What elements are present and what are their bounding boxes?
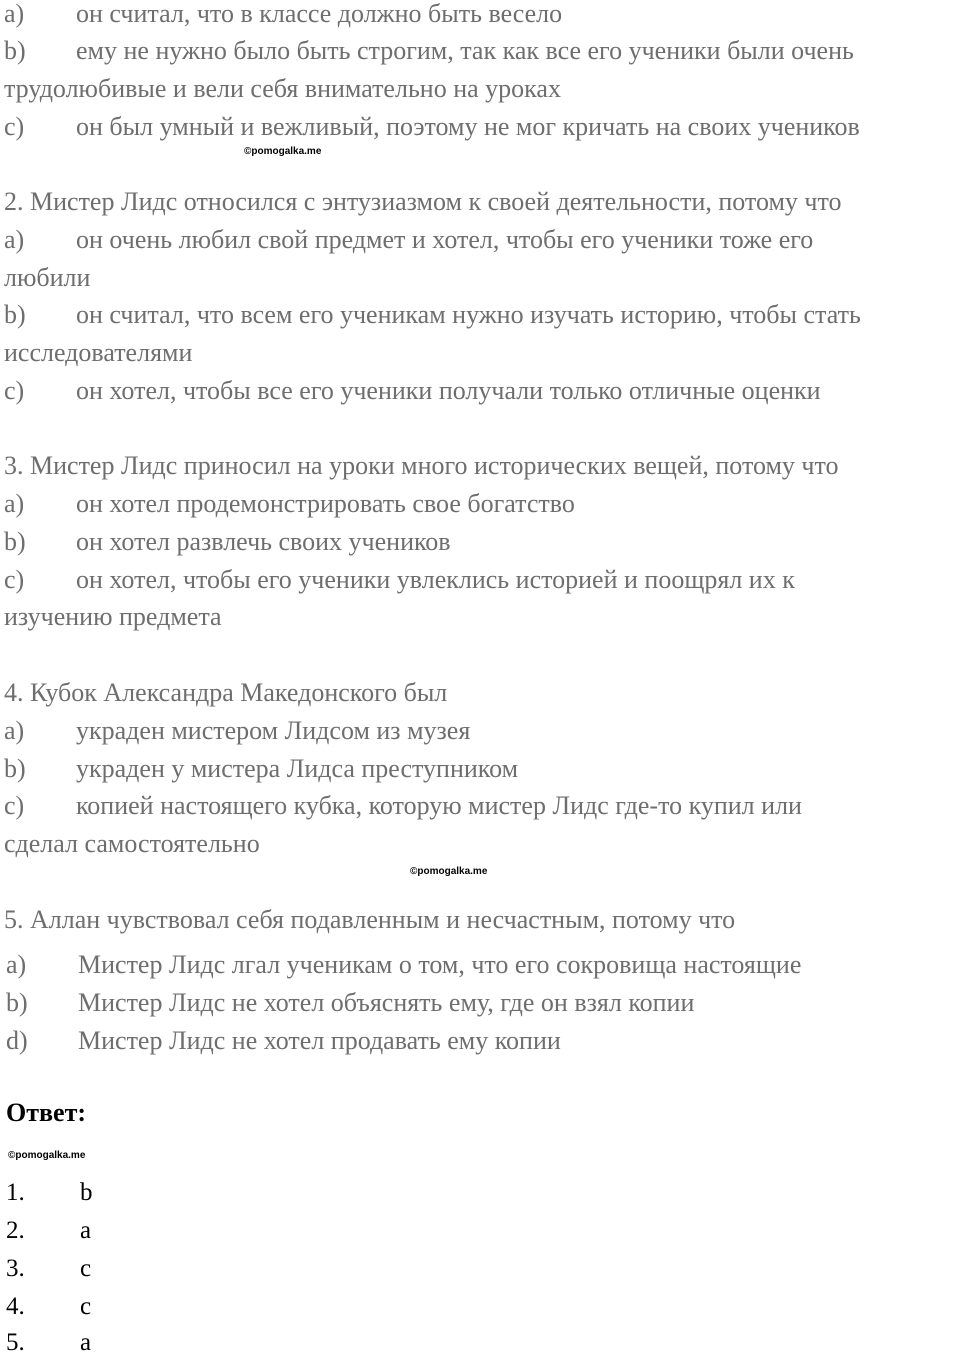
- q2-option-b-cont: исследователями: [4, 338, 193, 367]
- question-4: 4. Кубок Александра Македонского был: [4, 678, 448, 707]
- answer-item: [6, 1213, 91, 1249]
- q3-option-b: [4, 524, 451, 560]
- option-text: он хотел продемонстрировать свое богатство: [76, 489, 575, 518]
- q4-option-b: [4, 751, 518, 787]
- option-text: он хотел, чтобы его ученики увлеклись историей и поощрял их к: [76, 565, 795, 594]
- option-letter: b): [4, 754, 26, 783]
- q3-option-c: [4, 562, 795, 598]
- answer-value: c: [80, 1255, 92, 1282]
- option-letter: c): [4, 376, 25, 405]
- answer-item: [6, 1289, 91, 1325]
- question-3: 3. Мистер Лидс приносил на уроки много исторических вещей, потому что: [4, 451, 839, 480]
- prev-option-b-cont: трудолюбивые и вели себя внимательно на уроках: [4, 74, 561, 103]
- option-letter: a): [4, 489, 25, 518]
- q5-option-d: [6, 1023, 561, 1059]
- q2-option-a: [4, 222, 813, 258]
- q2-option-a-cont: любили: [4, 263, 91, 292]
- option-letter: a): [6, 950, 27, 979]
- answer-number: 1.: [6, 1179, 25, 1206]
- q2-option-c: [4, 373, 821, 409]
- q4-option-c: [4, 788, 802, 824]
- answer-number: 5.: [6, 1329, 25, 1356]
- option-letter: a): [4, 225, 25, 254]
- q3-option-c-cont: изучению предмета: [4, 602, 222, 631]
- option-letter: b): [4, 300, 26, 329]
- answer-value: b: [80, 1179, 93, 1206]
- option-letter: c): [4, 791, 25, 820]
- option-text: он считал, что всем его ученикам нужно изучать историю, чтобы стать: [76, 300, 861, 329]
- question-2: 2. Мистер Лидс относился с энтузиазмом к своей деятельности, потому что: [4, 187, 842, 216]
- answer-number: 4.: [6, 1293, 25, 1320]
- option-text: он был умный и вежливый, поэтому не мог кричать на своих учеников: [76, 112, 860, 141]
- q2-option-b: [4, 297, 861, 333]
- q4-option-c-cont: сделал самостоятельно: [4, 829, 260, 858]
- option-text: украден у мистера Лидса преступником: [76, 754, 519, 783]
- q3-option-a: [4, 486, 575, 522]
- option-text: копией настоящего кубка, которую мистер Лидс где-то купил или: [76, 791, 802, 820]
- answer-item: [6, 1251, 91, 1287]
- answer-title: Ответ:: [6, 1098, 87, 1127]
- answer-item: [6, 1175, 93, 1211]
- answer-value: a: [80, 1217, 92, 1244]
- q5-option-b: [6, 985, 694, 1021]
- watermark: ©pomogalka.me: [410, 866, 488, 877]
- option-letter: c): [4, 112, 25, 141]
- answer-number: 3.: [6, 1255, 25, 1282]
- option-letter: d): [6, 1026, 28, 1055]
- answer-value: a: [80, 1329, 92, 1356]
- watermark: ©pomogalka.me: [8, 1150, 86, 1161]
- option-text: он хотел, чтобы все его ученики получали только отличные оценки: [76, 376, 821, 405]
- answer-item: [6, 1325, 91, 1361]
- prev-option-a: [4, 0, 562, 32]
- option-letter: a): [4, 0, 25, 28]
- q5-option-a: [6, 947, 801, 983]
- option-letter: b): [6, 988, 28, 1017]
- option-text: Мистер Лидс не хотел продавать ему копии: [78, 1026, 561, 1055]
- answer-number: 2.: [6, 1217, 25, 1244]
- option-letter: b): [4, 36, 26, 65]
- option-text: ему не нужно было быть строгим, так как все его ученики были очень: [76, 36, 854, 65]
- watermark: ©pomogalka.me: [244, 146, 322, 157]
- q4-option-a: [4, 713, 470, 749]
- option-letter: a): [4, 716, 25, 745]
- option-text: Мистер Лидс лгал ученикам о том, что его сокровища настоящие: [78, 950, 802, 979]
- option-text: он очень любил свой предмет и хотел, чтобы его ученики тоже его: [76, 225, 814, 254]
- option-text: он считал, что в классе должно быть весело: [76, 0, 563, 28]
- option-letter: c): [4, 565, 25, 594]
- option-text: украден мистером Лидсом из музея: [76, 716, 471, 745]
- question-5: 5. Аллан чувствовал себя подавленным и несчастным, потому что: [4, 905, 736, 934]
- answer-value: c: [80, 1293, 92, 1320]
- option-text: Мистер Лидс не хотел объяснять ему, где он взял копии: [78, 988, 695, 1017]
- option-text: он хотел развлечь своих учеников: [76, 527, 451, 556]
- prev-option-c: [4, 109, 860, 145]
- option-letter: b): [4, 527, 26, 556]
- prev-option-b: [4, 33, 854, 69]
